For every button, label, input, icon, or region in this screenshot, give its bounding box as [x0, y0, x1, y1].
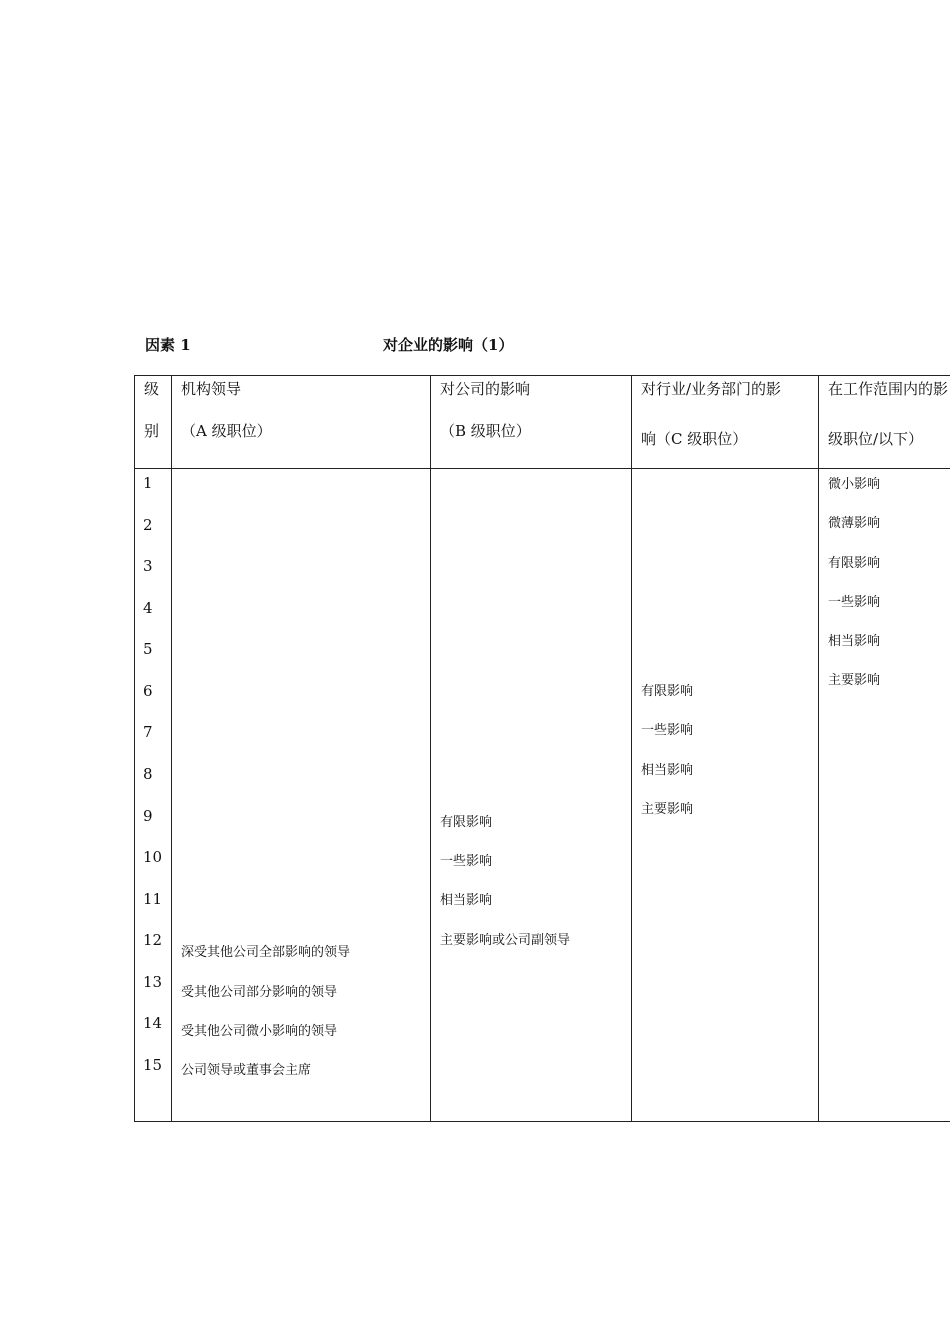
col-a-entry: 公司领导或董事会主席 — [181, 1063, 312, 1078]
level-number: 13 — [143, 973, 163, 991]
factor-label: 因素 1 — [145, 336, 191, 354]
col-c-entry: 主要影响 — [641, 802, 694, 817]
table-left-border — [134, 375, 135, 1122]
col-d-entry: 一些影响 — [828, 595, 881, 610]
col-c-entry: 有限影响 — [641, 684, 694, 699]
column-divider-b — [631, 375, 632, 1122]
col-b-entry: 主要影响或公司副领导 — [440, 933, 571, 948]
col-a-entry: 深受其他公司全部影响的领导 — [181, 945, 351, 960]
header-col-a-line2: （A 级职位） — [181, 422, 272, 440]
col-d-entry: 微薄影响 — [828, 516, 881, 531]
level-number: 3 — [143, 557, 153, 575]
header-level-line2: 别 — [144, 422, 160, 440]
level-number: 4 — [143, 599, 153, 617]
section-title: 对企业的影响（1） — [383, 336, 514, 354]
table-top-border — [134, 375, 950, 376]
column-divider-level — [171, 375, 172, 1122]
level-number: 8 — [143, 765, 153, 783]
col-d-entry: 主要影响 — [828, 673, 881, 688]
level-number: 14 — [143, 1014, 163, 1032]
col-b-entry: 一些影响 — [440, 854, 493, 869]
header-divider — [134, 468, 950, 469]
level-number: 12 — [143, 931, 163, 949]
header-col-c-line2: 响（C 级职位） — [641, 430, 748, 448]
level-number: 6 — [143, 682, 153, 700]
level-number: 2 — [143, 516, 153, 534]
table-bottom-border — [134, 1121, 950, 1122]
header-col-b-line2: （B 级职位） — [440, 422, 531, 440]
level-number: 7 — [143, 723, 153, 741]
col-b-entry: 相当影响 — [440, 893, 493, 908]
col-a-entry: 受其他公司微小影响的领导 — [181, 1024, 338, 1039]
header-level-line1: 级 — [144, 380, 160, 398]
level-number: 11 — [143, 890, 163, 908]
header-col-c-line1: 对行业/业务部门的影 — [641, 380, 782, 398]
column-divider-a — [430, 375, 431, 1122]
col-b-entry: 有限影响 — [440, 815, 493, 830]
col-d-entry: 有限影响 — [828, 556, 881, 571]
col-c-entry: 相当影响 — [641, 763, 694, 778]
level-number: 15 — [143, 1056, 163, 1074]
col-d-entry: 相当影响 — [828, 634, 881, 649]
level-number: 1 — [143, 474, 153, 492]
col-c-entry: 一些影响 — [641, 723, 694, 738]
col-a-entry: 受其他公司部分影响的领导 — [181, 985, 338, 1000]
header-col-d-line1: 在工作范围内的影 — [828, 380, 949, 398]
column-divider-c — [818, 375, 819, 1122]
header-col-d-line2: 级职位/以下） — [828, 430, 924, 448]
header-col-b-line1: 对公司的影响 — [440, 380, 531, 398]
col-d-entry: 微小影响 — [828, 477, 881, 492]
level-number: 10 — [143, 848, 163, 866]
impact-table — [134, 375, 950, 1122]
header-col-a-line1: 机构领导 — [181, 380, 242, 398]
level-number: 5 — [143, 640, 153, 658]
level-number: 9 — [143, 807, 153, 825]
